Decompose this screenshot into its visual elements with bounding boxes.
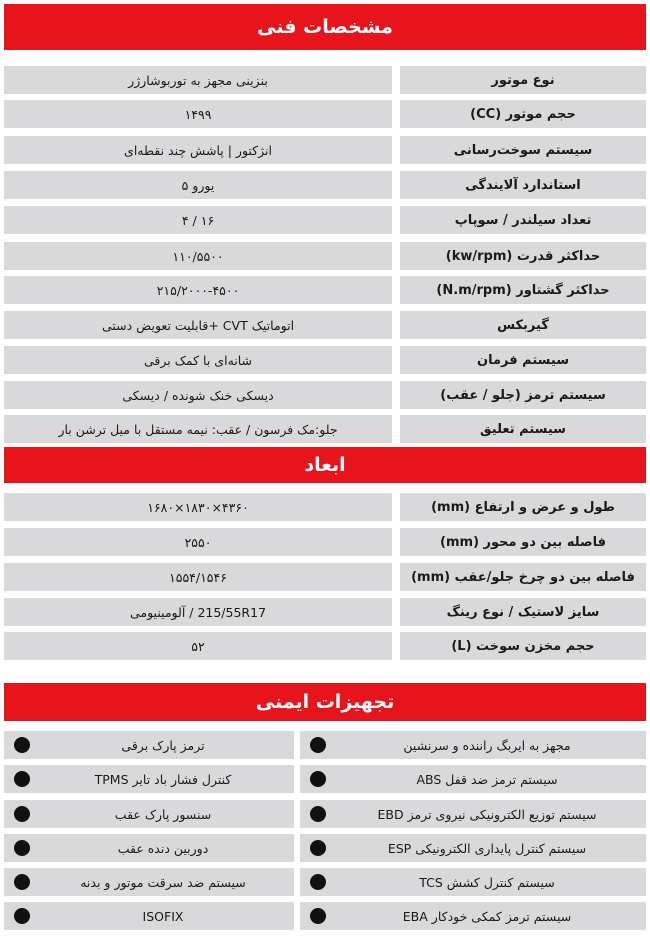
spec-value: ۱۶ / ۴ bbox=[4, 206, 392, 234]
bullet-dot-icon bbox=[310, 737, 326, 753]
spec-value: بنزینی مجهز به توربوشارژر bbox=[4, 66, 392, 94]
safety-item bbox=[4, 800, 294, 828]
dimensions-header bbox=[4, 447, 646, 483]
spec-label: حجم موتور (CC) bbox=[400, 100, 646, 128]
safety-item bbox=[300, 902, 646, 930]
dimension-row bbox=[4, 563, 646, 591]
spec-value: اتوماتیک CVT +قابلیت تعویض دستی bbox=[4, 311, 392, 339]
spec-row bbox=[4, 136, 646, 164]
bullet-dot-icon bbox=[14, 806, 30, 822]
bullet-dot-icon bbox=[14, 737, 30, 753]
dimension-value: ۱۵۵۴/۱۵۴۶ bbox=[4, 563, 392, 591]
spec-row bbox=[4, 66, 646, 94]
dimension-row bbox=[4, 632, 646, 660]
dimension-row bbox=[4, 493, 646, 521]
bullet-dot-icon bbox=[310, 806, 326, 822]
safety-title: تجهیزات ایمنی bbox=[255, 691, 395, 713]
bullet-dot-icon bbox=[310, 771, 326, 787]
safety-item-label: سیستم توزیع الکترونیکی نیروی ترمز EBD bbox=[377, 806, 597, 822]
dimension-value: ۵۲ bbox=[4, 632, 392, 660]
bullet-dot-icon bbox=[310, 908, 326, 924]
spec-label: حداکثر گشتاور (N.m/rpm) bbox=[400, 276, 646, 304]
spec-value: انژکتور | پاشش چند نقطه‌ای bbox=[4, 136, 392, 164]
safety-item-label: ISOFIX bbox=[142, 908, 184, 924]
spec-value: شانه‌ای با کمک برقی bbox=[4, 346, 392, 374]
spec-label: تعداد سیلندر / سوپاپ bbox=[400, 206, 646, 234]
safety-item bbox=[4, 834, 294, 862]
spec-row bbox=[4, 171, 646, 199]
safety-item bbox=[4, 902, 294, 930]
bullet-dot-icon bbox=[14, 908, 30, 924]
safety-item bbox=[4, 765, 294, 793]
spec-label: سیستم فرمان bbox=[400, 346, 646, 374]
safety-row bbox=[4, 800, 646, 828]
spec-row bbox=[4, 415, 646, 443]
safety-item-label: کنترل فشار باد تایر TPMS bbox=[94, 771, 232, 787]
safety-item bbox=[300, 731, 646, 759]
dimension-label: طول و عرض و ارتفاع (mm) bbox=[400, 493, 646, 521]
safety-item-label: دوربین دنده عقب bbox=[117, 840, 209, 856]
safety-item bbox=[300, 834, 646, 862]
bullet-dot-icon bbox=[14, 771, 30, 787]
spec-label: سیستم تعلیق bbox=[400, 415, 646, 443]
dimension-label: سایز لاستیک / نوع رینگ bbox=[400, 598, 646, 626]
spec-row bbox=[4, 346, 646, 374]
safety-row bbox=[4, 902, 646, 930]
safety-row bbox=[4, 731, 646, 759]
dimension-label: حجم مخزن سوخت (L) bbox=[400, 632, 646, 660]
spec-label: استاندارد آلایندگی bbox=[400, 171, 646, 199]
spec-row bbox=[4, 242, 646, 270]
safety-item-label: سیستم کنترل کشش TCS bbox=[419, 874, 555, 890]
safety-item-label: سیستم کنترل پایداری الکترونیکی ESP bbox=[387, 840, 587, 856]
spec-row bbox=[4, 311, 646, 339]
safety-row bbox=[4, 868, 646, 896]
spec-label: سیستم ترمز (جلو / عقب) bbox=[400, 381, 646, 409]
spec-label: نوع موتور bbox=[400, 66, 646, 94]
dimension-label: فاصله بین دو محور (mm) bbox=[400, 528, 646, 556]
safety-item-label: سنسور پارک عقب bbox=[114, 806, 212, 822]
safety-row bbox=[4, 765, 646, 793]
spec-value: ۲۱۵/۲۰۰۰-۴۵۰۰ bbox=[4, 276, 392, 304]
safety-item bbox=[300, 868, 646, 896]
dimension-value: ۴۳۶۰×۱۸۳۰×۱۶۸۰ bbox=[4, 493, 392, 521]
spec-row bbox=[4, 276, 646, 304]
safety-item bbox=[300, 765, 646, 793]
dimension-row bbox=[4, 528, 646, 556]
spec-label: حداکثر قدرت (kw/rpm) bbox=[400, 242, 646, 270]
dimension-value: ۲۵۵۰ bbox=[4, 528, 392, 556]
dimension-value: 215/55R17 / آلومینیومی bbox=[4, 598, 392, 626]
safety-item bbox=[300, 800, 646, 828]
safety-item-label: سیستم ترمز ضد قفل ABS bbox=[416, 771, 558, 787]
safety-item bbox=[4, 868, 294, 896]
spec-label: گیربکس bbox=[400, 311, 646, 339]
bullet-dot-icon bbox=[310, 874, 326, 890]
safety-header bbox=[4, 683, 646, 721]
spec-value: ۱۴۹۹ bbox=[4, 100, 392, 128]
spec-row bbox=[4, 206, 646, 234]
safety-item-label: سیستم ترمز کمکی خودکار EBA bbox=[402, 908, 572, 924]
bullet-dot-icon bbox=[14, 840, 30, 856]
spec-row bbox=[4, 100, 646, 128]
spec-value: دیسکی خنک شونده / دیسکی bbox=[4, 381, 392, 409]
bullet-dot-icon bbox=[310, 840, 326, 856]
spec-value: ۱۱۰/۵۵۰۰ bbox=[4, 242, 392, 270]
safety-item-label: ترمز پارک برقی bbox=[121, 737, 205, 753]
dimension-label: فاصله بین دو چرخ جلو/عقب (mm) bbox=[400, 563, 646, 591]
specs-title: مشخصات فنی bbox=[257, 16, 393, 38]
specs-header bbox=[4, 4, 646, 50]
bullet-dot-icon bbox=[14, 874, 30, 890]
safety-item-label: سیستم ضد سرقت موتور و بدنه bbox=[80, 874, 246, 890]
spec-value: یورو ۵ bbox=[4, 171, 392, 199]
spec-label: سیستم سوخت‌رسانی bbox=[400, 136, 646, 164]
dimensions-title: ابعاد bbox=[304, 454, 346, 476]
safety-item-label: مجهز به ایربگ راننده و سرنشین bbox=[403, 737, 571, 753]
safety-row bbox=[4, 834, 646, 862]
spec-row bbox=[4, 381, 646, 409]
dimension-row bbox=[4, 598, 646, 626]
safety-item bbox=[4, 731, 294, 759]
spec-value: جلو:مک فرسون / عقب: نیمه مستقل با میل ترشن بار bbox=[4, 415, 392, 443]
